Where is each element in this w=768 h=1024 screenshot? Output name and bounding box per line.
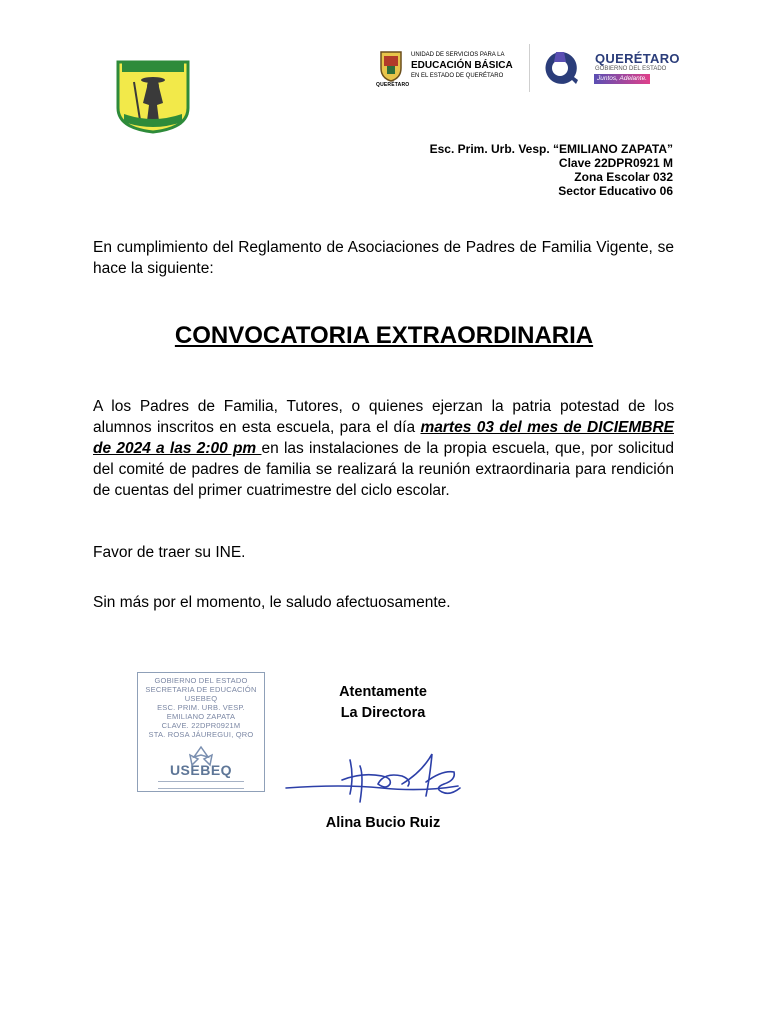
stamp-line: SECRETARIA DE EDUCACIÓN: [145, 685, 257, 694]
closing-line: Sin más por el momento, le saludo afectuosamente.: [93, 594, 451, 611]
signoff: [300, 682, 466, 724]
school-zone: Zona Escolar 032: [574, 170, 673, 184]
usebeq-line2: EDUCACIÓN BÁSICA: [411, 60, 513, 71]
signoff-line1: Atentamente: [339, 684, 427, 700]
intro-paragraph: En cumplimiento del Reglamento de Asociaciones de Padres de Familia Vigente, se hace la siguiente:: [93, 239, 674, 277]
school-name: Esc. Prim. Urb. Vesp. “EMILIANO ZAPATA”: [429, 142, 673, 156]
meeting-date-highlight: martes 03 del mes de DICIEMBRE de 2024 a las 2:00 pm: [93, 419, 675, 457]
queretaro-q-icon: [542, 50, 578, 86]
body-paragraph: [93, 396, 674, 501]
stamp-line: STA. ROSA JÁUREGUI, QRO: [148, 730, 254, 739]
queretaro-government-logo: [540, 48, 680, 90]
signoff-line2: La Directora: [340, 705, 426, 721]
queretaro-tagline: Juntos, Adelante.: [594, 74, 650, 84]
body-part2: en las instalaciones de la propia escuela, que, por solicitud del comité de padres de familia se realizará la reunión extraordinaria para rendición de cuentas del primer cuatrimestre del ciclo escolar.: [93, 440, 674, 499]
usebeq-header-logo: [376, 48, 526, 90]
eagle-caption: QUERÉTARO: [376, 82, 410, 88]
document-title: CONVOCATORIA EXTRAORDINARIA: [174, 322, 594, 349]
usebeq-line1: UNIDAD DE SERVICIOS PARA LA: [411, 52, 505, 58]
queretaro-gov: GOBIERNO DEL ESTADO: [595, 66, 667, 72]
queretaro-name: QUERÉTARO: [595, 51, 680, 66]
stamp-line: USEBEQ: [184, 694, 218, 703]
school-clave: Clave 22DPR0921 M: [558, 156, 673, 170]
school-sector: Sector Educativo 06: [558, 184, 673, 198]
school-seal-stamp: [137, 672, 265, 792]
stamp-line: GOBIERNO DEL ESTADO: [154, 676, 248, 685]
stamp-line: EMILIANO ZAPATA: [166, 712, 236, 721]
stamp-line: CLAVE. 22DPR0921M: [161, 721, 241, 730]
stamp-brand: USEBEQ: [169, 762, 233, 778]
ine-note: Favor de traer su INE.: [93, 544, 246, 561]
stamp-line: ESC. PRIM. URB. VESP.: [157, 703, 245, 712]
signer-name: Alina Bucio Ruiz: [325, 815, 441, 831]
state-coat-of-arms-icon: [378, 48, 404, 82]
handwritten-signature: [282, 736, 487, 806]
header-divider: [529, 44, 530, 92]
school-emblem-logo: [112, 58, 194, 134]
usebeq-line3: EN EL ESTADO DE QUERÉTARO: [411, 73, 504, 79]
school-info: [353, 142, 673, 198]
stamp-footer-lines: [158, 781, 244, 789]
body-part1: A los Padres de Familia, Tutores, o quienes ejerzan la patria potestad de los alumnos inscritos en esta escuela, para el día: [93, 398, 674, 436]
